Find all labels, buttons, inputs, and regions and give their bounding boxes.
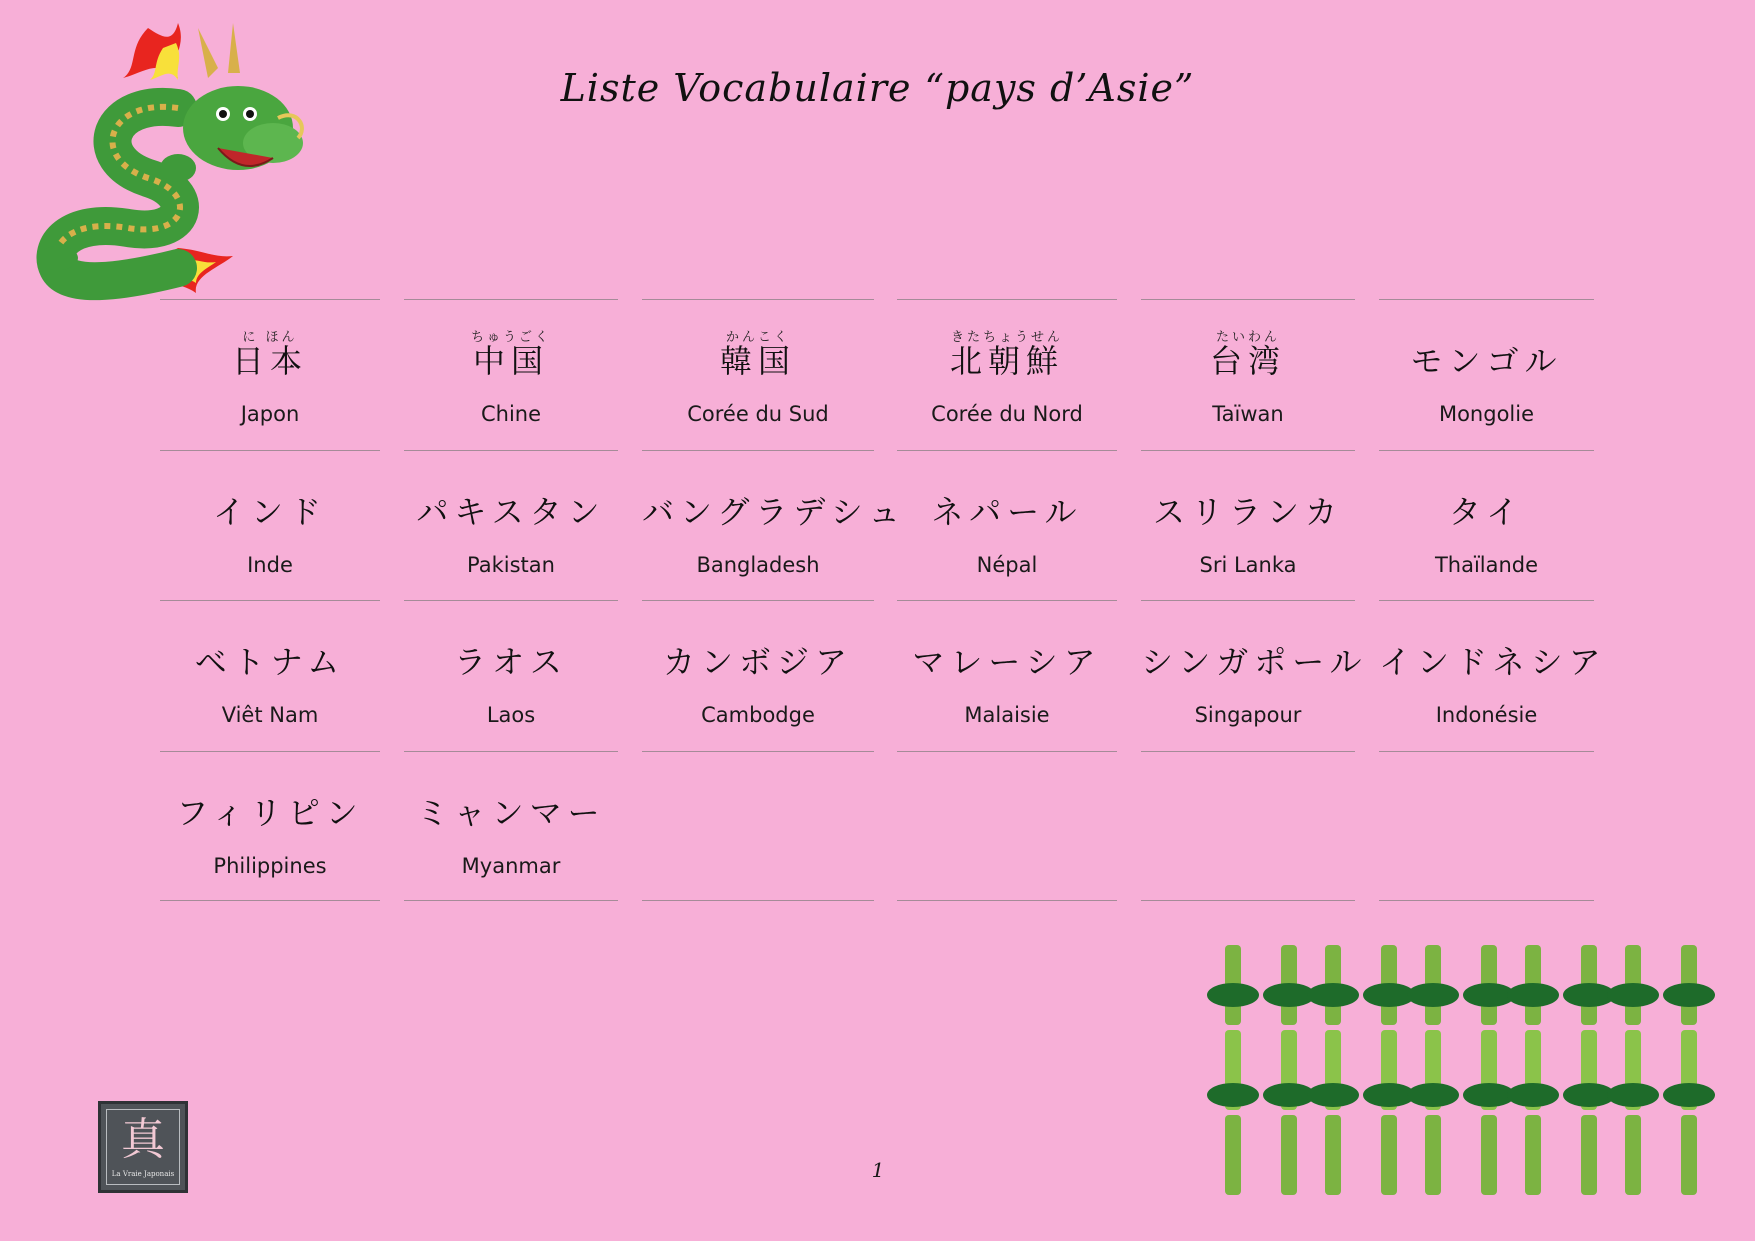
vocab-cell: [897, 299, 1117, 449]
bamboo-segment: [1425, 1115, 1441, 1195]
brand-logo: [98, 1101, 188, 1193]
french-translation: Taïwan: [1212, 402, 1284, 426]
french-translation: Philippines: [213, 854, 327, 878]
japanese-word: シンガポール: [1141, 643, 1368, 681]
bamboo-segment: [1581, 1115, 1597, 1195]
vocab-cell: [160, 299, 380, 449]
furigana: きたちょうせん: [950, 330, 1063, 345]
page-number: 1: [871, 1158, 885, 1182]
vocab-cell: [1141, 299, 1355, 449]
furigana: たいわん: [1215, 330, 1280, 345]
logo-caption: La Vraie Japonais: [111, 1170, 175, 1178]
bamboo-leaf: [1307, 983, 1359, 1007]
japanese-word: インドネシア: [1379, 643, 1607, 681]
french-translation: Mongolie: [1438, 402, 1535, 426]
bamboo-leaf: [1207, 1083, 1259, 1107]
vocab-cell: [404, 450, 618, 600]
furigana: かんこく: [725, 330, 790, 345]
japanese-word: ネパール: [931, 493, 1083, 531]
bamboo-leaf: [1207, 983, 1259, 1007]
bamboo-segment: [1681, 1115, 1697, 1195]
french-translation: Corée du Nord: [931, 402, 1083, 426]
japanese-word: バングラデシュ: [642, 493, 907, 531]
japanese-word: タイ: [1448, 493, 1525, 531]
furigana: [642, 778, 874, 794]
furigana: [1379, 778, 1594, 794]
bamboo-segment: [1481, 1115, 1497, 1195]
japanese-word: 韓国: [719, 342, 796, 380]
french-translation: Singapour: [1194, 703, 1302, 727]
french-translation: Cambodge: [701, 703, 815, 727]
vocab-cell: [160, 600, 380, 750]
japanese-word: マレーシア: [912, 643, 1102, 681]
bamboo-leaf: [1507, 1083, 1559, 1107]
bamboo-segment: [1225, 1115, 1241, 1195]
french-translation: Bangladesh: [696, 553, 820, 577]
french-translation: Sri Lanka: [1199, 553, 1297, 577]
french-translation: Népal: [976, 553, 1038, 577]
vocab-cell: [642, 600, 874, 750]
vocab-cell: [642, 450, 907, 600]
japanese-word: 台湾: [1209, 342, 1286, 380]
vocab-cell: [642, 751, 874, 901]
bamboo-leaf: [1663, 983, 1715, 1007]
french-translation: Pakistan: [467, 553, 555, 577]
french-translation: Malaisie: [964, 703, 1050, 727]
furigana: [1141, 778, 1355, 794]
furigana: ちゅうごく: [470, 330, 551, 345]
french-translation: Inde: [247, 553, 293, 577]
vocab-cell: [1141, 600, 1368, 750]
furigana: に ほん: [242, 330, 298, 345]
french-translation: Corée du Sud: [687, 402, 829, 426]
japanese-word: 中国: [472, 342, 549, 380]
japanese-word: モンゴル: [1410, 342, 1563, 380]
french-translation: Japon: [240, 402, 300, 426]
japanese-word: ミャンマー: [416, 794, 606, 832]
bamboo-leaf: [1607, 1083, 1659, 1107]
vocab-cell: [160, 751, 380, 901]
vocab-cell: [1379, 450, 1594, 600]
japanese-word: ベトナム: [194, 643, 346, 681]
bamboo-segment: [1525, 1115, 1541, 1195]
page-title: Liste Vocabulaire “pays d’Asie”: [560, 66, 1195, 110]
vocab-cell: [897, 600, 1117, 750]
french-translation: Chine: [480, 402, 542, 426]
bamboo-segment: [1325, 1115, 1341, 1195]
vocab-cell: [160, 450, 380, 600]
bamboo-segment: [1381, 1115, 1397, 1195]
bamboo-illustration: [1205, 935, 1715, 1205]
bamboo-leaf: [1607, 983, 1659, 1007]
bamboo-segment: [1281, 1115, 1297, 1195]
japanese-word: フィリピン: [176, 794, 364, 832]
japanese-word: インド: [212, 493, 327, 531]
french-translation: Indonésie: [1435, 703, 1538, 727]
japanese-word: ラオス: [454, 643, 568, 681]
japanese-word: パキスタン: [416, 493, 606, 531]
vocab-cell: [1379, 600, 1607, 750]
french-translation: Viêt Nam: [221, 703, 319, 727]
vocab-cell: [1141, 751, 1355, 901]
vocab-cell: [404, 751, 618, 901]
japanese-word: カンボジア: [662, 643, 853, 681]
bamboo-leaf: [1507, 983, 1559, 1007]
bamboo-leaf: [1407, 1083, 1459, 1107]
vocab-cell: [897, 751, 1117, 901]
japanese-word: 日本: [231, 342, 308, 380]
bamboo-leaf: [1407, 983, 1459, 1007]
logo-kanji: 真: [121, 1114, 165, 1165]
bamboo-leaf: [1307, 1083, 1359, 1107]
french-translation: Thaïlande: [1434, 553, 1539, 577]
vocab-cell: [1141, 450, 1355, 600]
vocab-cell: [1379, 751, 1594, 901]
vocab-cell: [642, 299, 874, 449]
bamboo-segment: [1625, 1115, 1641, 1195]
vocab-cell: [404, 600, 618, 750]
vocab-cell: [1379, 299, 1594, 449]
french-translation: Myanmar: [461, 854, 561, 878]
japanese-word: スリランカ: [1152, 493, 1343, 531]
bamboo-leaf: [1663, 1083, 1715, 1107]
french-translation: Laos: [486, 703, 536, 727]
furigana: [897, 778, 1117, 794]
japanese-word: 北朝鮮: [949, 342, 1064, 380]
vocab-cell: [404, 299, 618, 449]
vocab-cell: [897, 450, 1117, 600]
